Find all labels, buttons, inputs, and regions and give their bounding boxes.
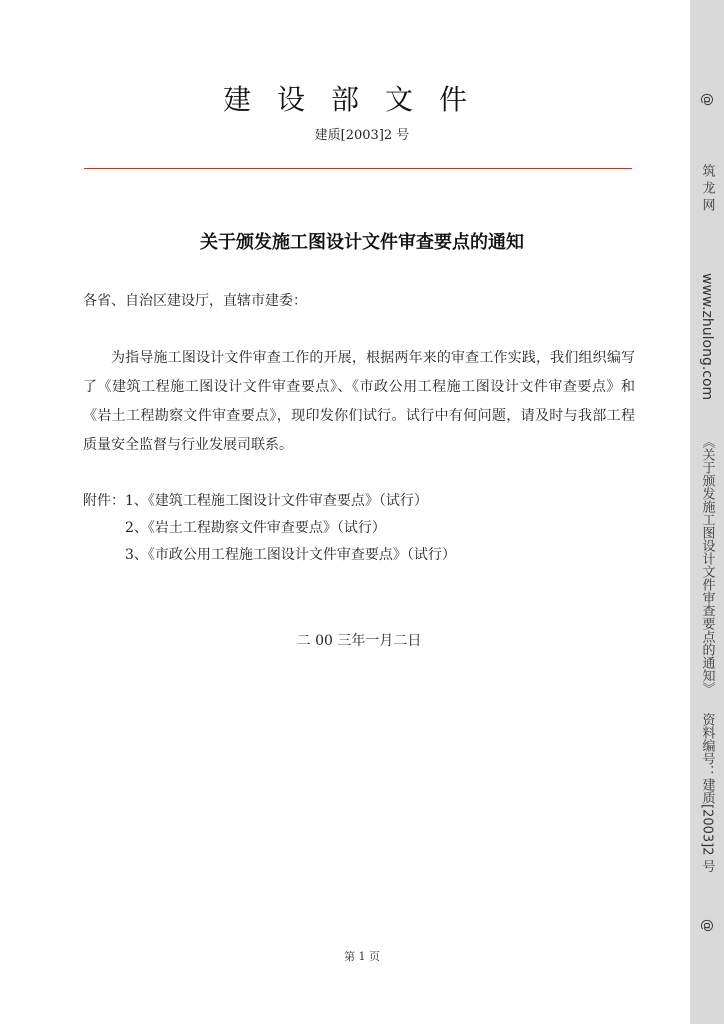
document-date: 二 00 三年一月二日: [296, 633, 422, 649]
attachment-item-1: 附件：1、《建筑工程施工图设计文件审查要点》（试行）: [83, 493, 428, 509]
body-text: [83, 344, 635, 460]
at-icon-bottom: @: [699, 918, 715, 932]
attachments-label: 附件：: [83, 493, 125, 509]
page-number: 第 1 页: [344, 950, 380, 963]
site-url: www.zhulong.com: [699, 273, 715, 401]
attachment-item-3: 3、《市政公用工程施工图设计文件审查要点》（试行）: [125, 547, 456, 563]
attachment-item-2: 2、《岩土工程勘察文件审查要点》（试行）: [125, 520, 386, 536]
document-header: 建设部文件: [222, 83, 493, 116]
doc-title-vertical: 《关于颁发施工图设计文件审查要点的通知》: [699, 435, 715, 695]
site-name: 筑 龙 网: [699, 164, 715, 212]
doc-code-vertical: 资料编号：建质[2003]2 号: [699, 713, 715, 873]
document-number: 建质[2003]2 号: [314, 128, 410, 143]
header-divider: [84, 168, 632, 169]
body-paragraph: 为指导施工图设计文件审查工作的开展，根据两年来的审查工作实践，我们组织编写了《建筑工程施工图设计文件审查要点》、《市政公用工程施工图设计文件审查要点》和《岩土工程勘察文件审查要点》，现印发你们试行。试行中有何问题，请及时与我部工程质量安全监督与行业发展司联系。: [83, 350, 635, 453]
salutation: 各省、自治区建设厅，直辖市建委：: [83, 293, 307, 309]
document-title: 关于颁发施工图设计文件审查要点的通知: [200, 232, 524, 253]
at-icon-top: @: [699, 92, 715, 106]
watermark-sidebar: [690, 0, 724, 1024]
attachments: [83, 488, 456, 569]
